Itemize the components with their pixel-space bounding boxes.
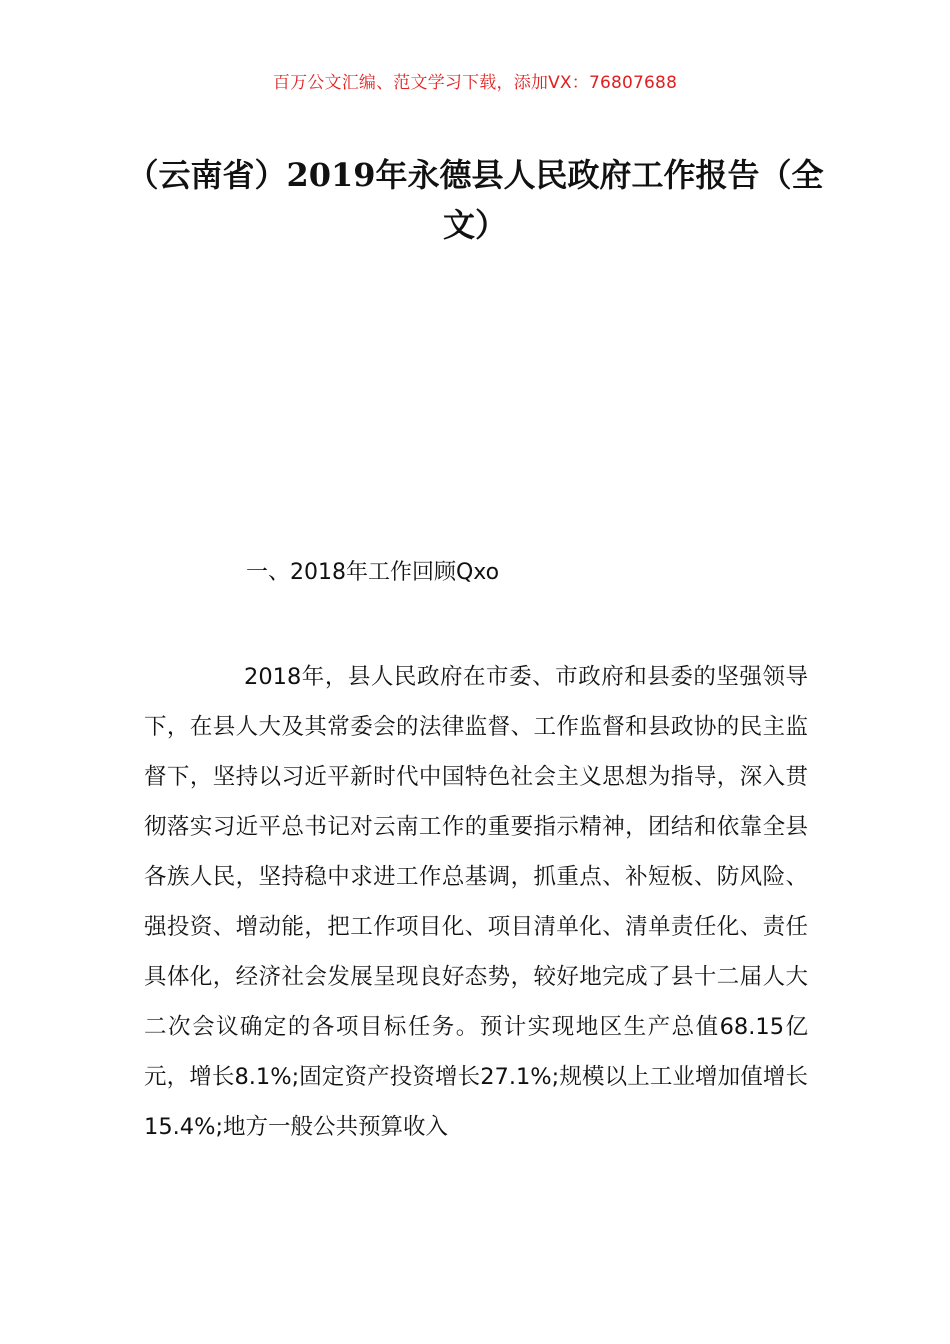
section-heading: 一、2018年工作回顾Qxo [246, 560, 500, 585]
document-title: （云南省）2019年永德县人民政府工作报告（全文） [126, 156, 824, 244]
body-paragraph: 2018年，县人民政府在市委、市政府和县委的坚强领导下，在县人大及其常委会的法律监督、工作监督和县政协的民主监督下，坚持以习近平新时代中国特色社会主义思想为指导，深入贯彻落实习近平总书记对云南工作的重要指示精神，团结和依靠全县各族人民，坚持稳中求进工作总基调，抓重点、补短板、防风险、强投资、增动能，把工作项目化、项目清单化、清单责任化、责任具体化，经济社会发展呈现良好态势，较好地完成了县十二届人大二次会议确定的各项目标任务。预计实现地区生产总值68.15亿元，增长8.1%;固定资产投资增长27.1%;规模以上工业增加值增长15.4%;地方一般公共预算收入 [144, 664, 808, 1140]
promo-banner: 百万公文汇编、范文学习下载，添加VX：76807688 [272, 73, 678, 93]
